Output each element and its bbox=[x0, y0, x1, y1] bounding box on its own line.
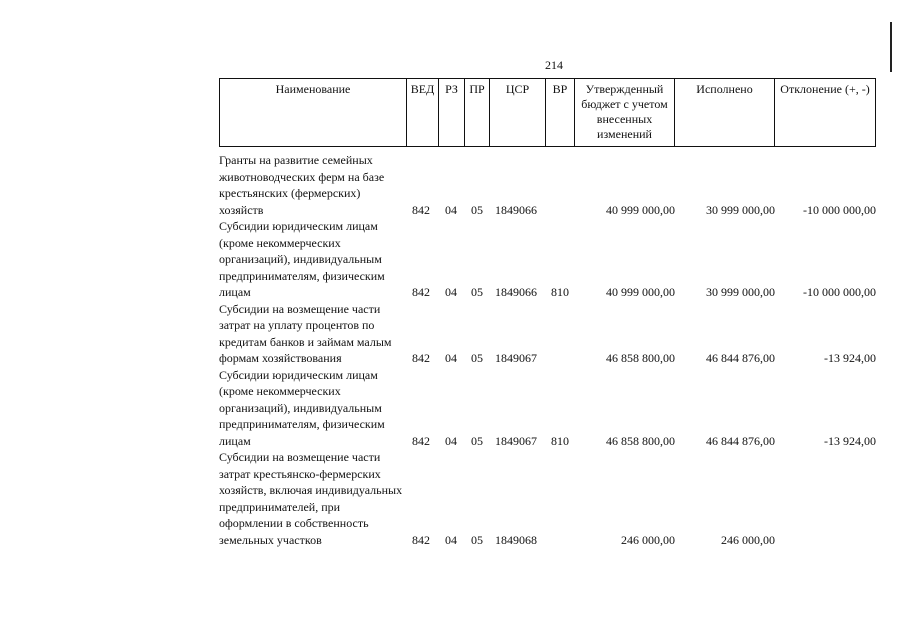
row-rz: 04 bbox=[445, 285, 457, 299]
row-done: 30 999 000,00 bbox=[706, 202, 775, 217]
table-body bbox=[219, 152, 882, 548]
page-number: 214 bbox=[545, 58, 563, 72]
row-name: Субсидии на возмещение части затрат крестьянско-фермерских хозяйств, включая индивидуальных предпринимателей, при оформлении в собственность земельных участков bbox=[219, 450, 403, 547]
row-done: 46 844 876,00 bbox=[706, 433, 775, 448]
row-approved: 46 858 800,00 bbox=[606, 433, 675, 448]
row-ved: 842 bbox=[412, 202, 430, 217]
row-ved: 842 bbox=[412, 532, 430, 547]
row-done: 30 999 000,00 bbox=[706, 285, 775, 299]
row-name: Гранты на развитие семейных животноводческих ферм на базе крестьянских (фермерских) хозяйств bbox=[219, 153, 385, 217]
row-pr: 05 bbox=[471, 532, 483, 547]
row-csr: 1849068 bbox=[495, 532, 537, 547]
header-approved: Утвержденный бюджет с учетом внесенных изменений bbox=[575, 79, 675, 147]
row-name: Субсидии на возмещение части затрат на уплату процентов по кредитам банков и займам малым формам хозяйствования bbox=[219, 301, 392, 365]
row-ved: 842 bbox=[412, 433, 430, 448]
header-done: Исполнено bbox=[675, 79, 775, 147]
table-row bbox=[219, 152, 882, 218]
page-edge-mark bbox=[890, 22, 892, 72]
row-pr: 05 bbox=[471, 433, 483, 448]
row-deviation: -13 924,00 bbox=[824, 433, 876, 448]
header-vr: ВР bbox=[546, 79, 575, 147]
row-rz: 04 bbox=[445, 202, 457, 217]
table-row bbox=[219, 301, 882, 367]
row-csr: 1849066 bbox=[495, 285, 537, 299]
row-pr: 05 bbox=[471, 202, 483, 217]
header-name: Наименование bbox=[220, 79, 407, 147]
row-pr: 05 bbox=[471, 285, 483, 299]
table-header bbox=[219, 78, 876, 147]
header-pr: ПР bbox=[465, 79, 490, 147]
row-vr: 810 bbox=[551, 285, 569, 299]
header-rz: РЗ bbox=[439, 79, 465, 147]
header-csr: ЦСР bbox=[490, 79, 546, 147]
row-csr: 1849066 bbox=[495, 202, 537, 217]
row-done: 246 000,00 bbox=[721, 532, 775, 547]
row-deviation: -10 000 000,00 bbox=[803, 285, 876, 299]
table-row bbox=[219, 449, 882, 548]
row-ved: 842 bbox=[412, 285, 430, 299]
row-deviation: -10 000 000,00 bbox=[803, 202, 876, 217]
row-pr: 05 bbox=[471, 351, 483, 365]
row-rz: 04 bbox=[445, 433, 457, 448]
header-ved: ВЕД bbox=[407, 79, 439, 147]
row-ved: 842 bbox=[412, 351, 430, 365]
row-name: Субсидии юридическим лицам (кроме некоммерческих организаций), индивидуальным предпринимателям, физическим лицам bbox=[219, 219, 385, 299]
row-approved: 40 999 000,00 bbox=[606, 202, 675, 217]
row-approved: 46 858 800,00 bbox=[606, 351, 675, 365]
row-name: Субсидии юридическим лицам (кроме некоммерческих организаций), индивидуальным предпринимателям, физическим лицам bbox=[219, 367, 385, 448]
row-approved: 246 000,00 bbox=[621, 532, 675, 547]
row-vr: 810 bbox=[551, 433, 569, 448]
row-csr: 1849067 bbox=[495, 351, 537, 365]
table-row bbox=[219, 367, 882, 450]
row-deviation: -13 924,00 bbox=[824, 351, 876, 365]
row-csr: 1849067 bbox=[495, 433, 537, 448]
row-done: 46 844 876,00 bbox=[706, 351, 775, 365]
row-approved: 40 999 000,00 bbox=[606, 285, 675, 299]
table-row bbox=[219, 218, 882, 301]
row-rz: 04 bbox=[445, 351, 457, 365]
header-deviation: Отклонение (+, -) bbox=[775, 79, 876, 147]
row-rz: 04 bbox=[445, 532, 457, 547]
